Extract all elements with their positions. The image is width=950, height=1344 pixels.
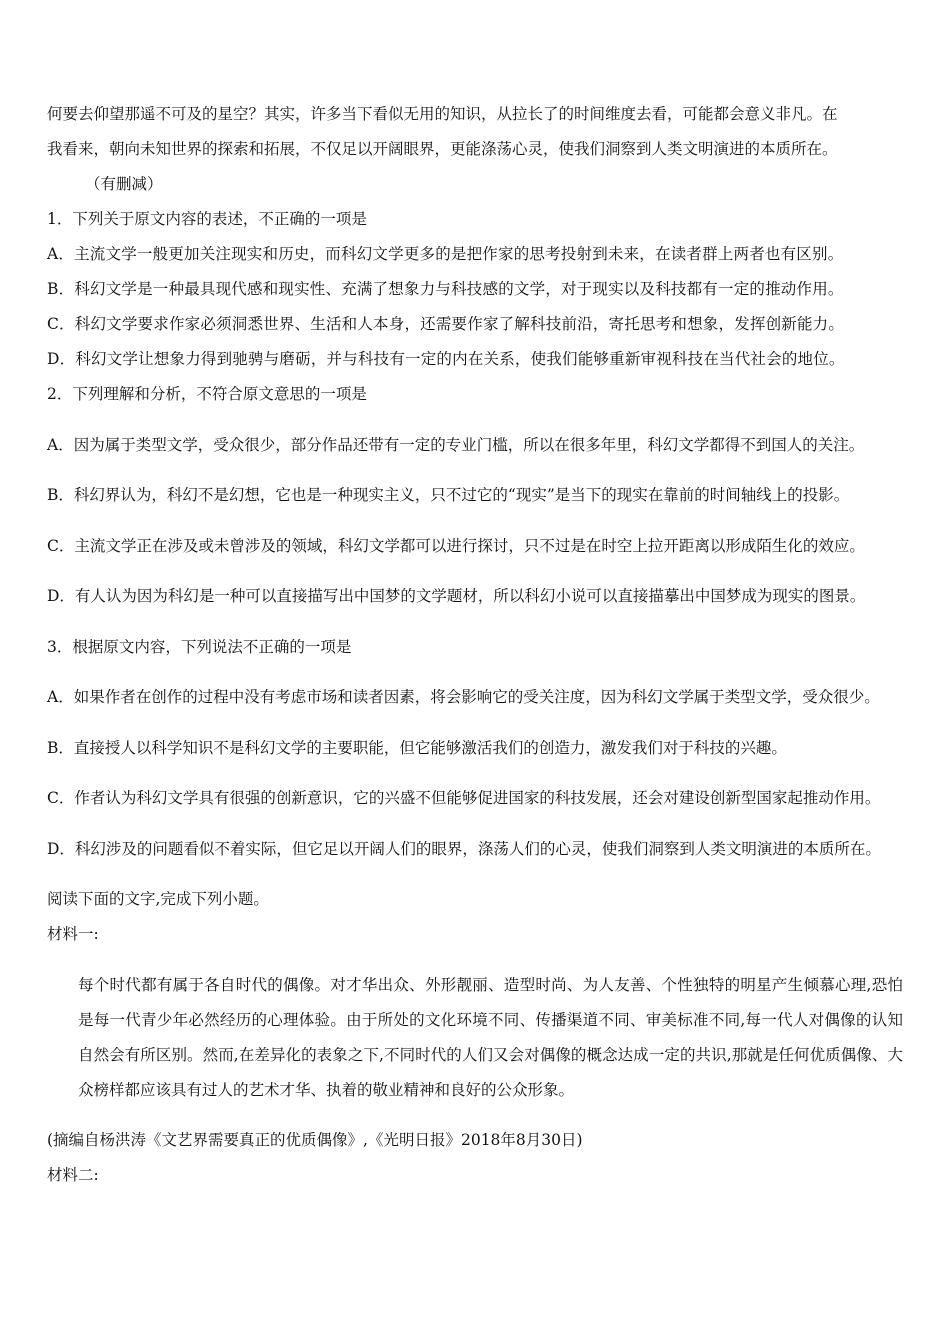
document-page bbox=[47, 97, 903, 1193]
question-stem: 1．下列关于原文内容的表述，不正确的一项是 bbox=[47, 210, 367, 228]
question-option: C．作者认为科幻文学具有很强的创新意识，它的兴盛不但能够促进国家的科技发展，还会对建设创新型国家起推动作用。 bbox=[47, 789, 881, 807]
passage-line: 何要去仰望那遥不可及的星空？其实，许多当下看似无用的知识，从拉长了的时间维度去看，可能都会意义非凡。在 bbox=[47, 105, 838, 123]
question-option: D．科幻涉及的问题看似不着实际，但它足以开阔人们的眼界，涤荡人们的心灵，使我们洞察到人类文明演进的本质所在。 bbox=[47, 839, 881, 858]
passage-note: （有删减） bbox=[85, 175, 163, 193]
question-option: A．如果作者在创作的过程中没有考虑市场和读者因素，将会影响它的受关注度，因为科幻文学属于类型文学，受众很少。 bbox=[47, 688, 880, 706]
question-option: B．科幻文学是一种最具现代感和现实性、充满了想象力与科技感的文学，对于现实以及科技都有一定的推动作用。 bbox=[47, 280, 844, 298]
question-option: C．主流文学正在涉及或未曾涉及的领域，科幻文学都可以进行探讨，只不过是在时空上拉开距离以形成陌生化的效应。 bbox=[47, 536, 865, 555]
question-option: A．因为属于类型文学，受众很少，部分作品还带有一定的专业门槛，所以在很多年里，科幻文学都得不到国人的关注。 bbox=[47, 435, 865, 454]
question-stem: 2．下列理解和分析，不符合原文意思的一项是 bbox=[47, 385, 367, 403]
material-label: 材料二: bbox=[47, 1166, 99, 1184]
question-option: C．科幻文学要求作家必须洞悉世界、生活和人本身，还需要作家了解科技前沿，寄托思考和想象，发挥创新能力。 bbox=[47, 315, 845, 333]
question-option: D．科幻文学让想象力得到驰骋与磨砺，并与科技有一定的内在关系，使我们能够重新审视科技在当代社会的地位。 bbox=[47, 350, 845, 368]
question-option: D．有人认为因为科幻是一种可以直接描写出中国梦的文学题材，所以科幻小说可以直接描摹出中国梦成为现实的图景。 bbox=[47, 587, 866, 605]
passage-line: 我看来，朝向未知世界的探索和拓展，不仅足以开阔眼界，更能涤荡心灵，使我们洞察到人类文明演进的本质所在。 bbox=[47, 140, 838, 158]
material-label: 材料一: bbox=[47, 925, 99, 943]
question-option: B．科幻界认为，科幻不是幻想，它也是一种现实主义，只不过它的“现实”是当下的现实在靠前的时间轴线上的投影。 bbox=[47, 486, 850, 504]
reading-instruction: 阅读下面的文字,完成下列小题。 bbox=[47, 890, 269, 908]
question-stem: 3．根据原文内容，下列说法不正确的一项是 bbox=[47, 637, 352, 656]
material-source: (摘编自杨洪涛《文艺界需要真正的优质偶像》,《光明日报》2018年8月30日) bbox=[47, 1131, 583, 1149]
question-option: A．主流文学一般更加关注现实和历史，而科幻文学更多的是把作家的思考投射到未来，在读者群上两者也有区别。 bbox=[47, 245, 844, 263]
question-option: B．直接授人以科学知识不是科幻文学的主要职能，但它能够激活我们的创造力，激发我们对于科技的兴趣。 bbox=[47, 738, 787, 757]
material-paragraph: 每个时代都有属于各自时代的偶像。对才华出众、外形靓丽、造型时尚、为人友善、个性独特的明星产生倾慕心理,恐怕是每一代青少年必然经历的心理体验。由于所处的文化环境不同、传播渠道不同、审美标准不同,每一代人对偶像的认知自然会有所区别。然而,在差异化的表象之下,不同时代的人们又会对偶像的概念达成一定的共识,那就是任何优质偶像、大众榜样都应该具有过人的艺术才华、执着的敬业精神和良好的公众形象。 bbox=[78, 975, 903, 1099]
